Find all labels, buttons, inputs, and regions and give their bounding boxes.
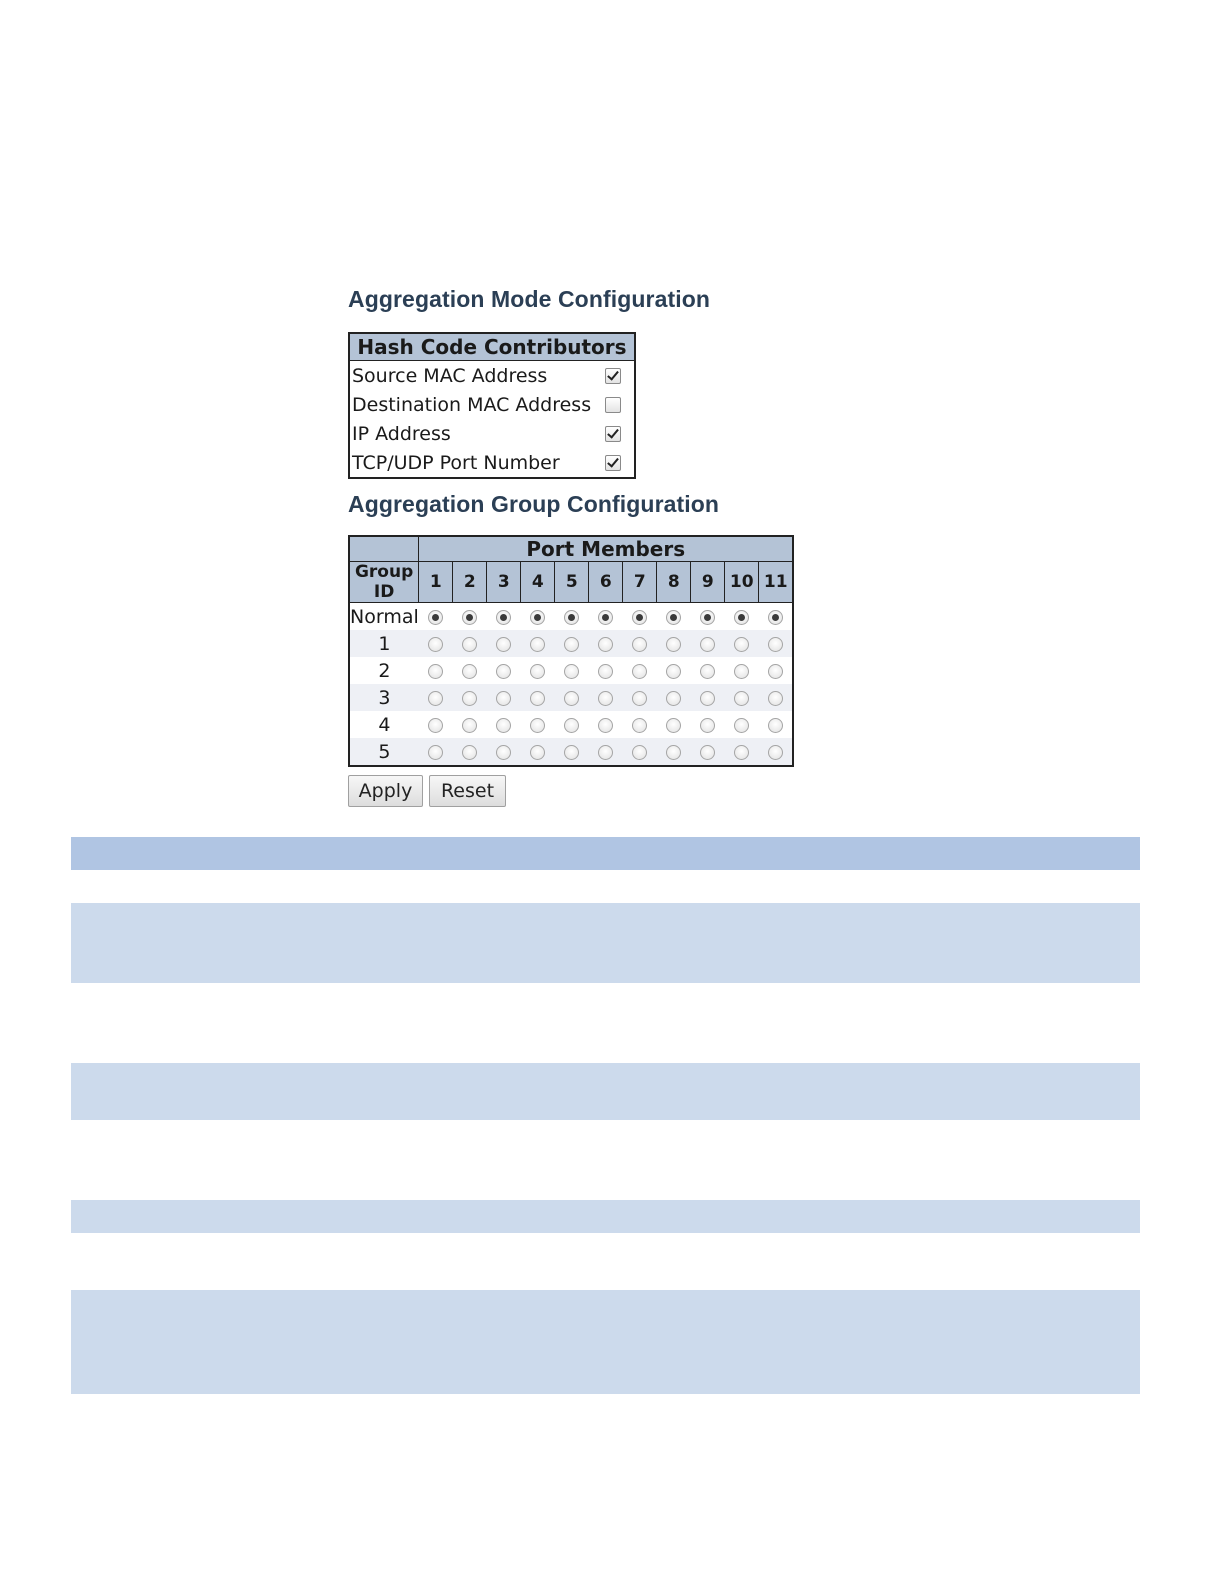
port-member-radio[interactable] xyxy=(564,664,579,679)
port-member-radio[interactable] xyxy=(496,610,511,625)
hash-row xyxy=(349,390,635,419)
port-member-cell xyxy=(521,630,555,657)
port-number-header: 6 xyxy=(589,562,623,603)
port-member-radio[interactable] xyxy=(462,745,477,760)
port-member-cell xyxy=(623,657,657,684)
group-id-header: Group ID xyxy=(349,562,419,603)
port-member-radio[interactable] xyxy=(734,664,749,679)
port-member-cell xyxy=(691,711,725,738)
port-member-radio[interactable] xyxy=(734,637,749,652)
port-member-cell xyxy=(623,603,657,631)
port-member-cell xyxy=(725,738,759,766)
port-member-cell xyxy=(521,603,555,631)
port-member-radio[interactable] xyxy=(700,637,715,652)
port-member-cell xyxy=(759,684,794,711)
mode-config-title: Aggregation Mode Configuration xyxy=(348,286,711,312)
group-id-label: 4 xyxy=(378,713,391,736)
port-member-cell xyxy=(555,630,589,657)
port-member-radio[interactable] xyxy=(768,691,783,706)
port-member-cell xyxy=(453,684,487,711)
port-member-radio[interactable] xyxy=(598,637,613,652)
port-member-cell xyxy=(487,657,521,684)
port-member-cell xyxy=(453,657,487,684)
port-members-header: Port Members xyxy=(419,536,794,562)
port-member-radio[interactable] xyxy=(598,691,613,706)
port-member-cell xyxy=(419,738,453,766)
port-member-radio[interactable] xyxy=(734,691,749,706)
port-member-cell xyxy=(589,738,623,766)
hash-row-label: Destination MAC Address xyxy=(352,393,592,416)
port-member-radio[interactable] xyxy=(598,718,613,733)
port-member-cell xyxy=(487,738,521,766)
group-id-label: 3 xyxy=(349,684,419,711)
port-member-radio[interactable] xyxy=(496,745,511,760)
hash-row-label: TCP/UDP Port Number xyxy=(352,451,560,474)
port-member-cell xyxy=(589,684,623,711)
header-spacer xyxy=(349,536,419,562)
help-row-band xyxy=(71,1290,1140,1394)
port-member-radio[interactable] xyxy=(428,691,443,706)
port-member-radio[interactable] xyxy=(496,637,511,652)
port-member-radio[interactable] xyxy=(666,664,681,679)
port-member-radio[interactable] xyxy=(734,610,749,625)
port-member-cell xyxy=(657,684,691,711)
port-member-cell xyxy=(555,738,589,766)
port-member-radio[interactable] xyxy=(428,664,443,679)
aggregation-group-table xyxy=(348,535,794,767)
port-member-radio[interactable] xyxy=(530,664,545,679)
port-number-header: 5 xyxy=(555,562,589,603)
port-member-cell xyxy=(691,630,725,657)
port-member-cell xyxy=(657,738,691,766)
port-member-radio[interactable] xyxy=(428,718,443,733)
port-member-cell xyxy=(725,711,759,738)
port-member-cell xyxy=(725,657,759,684)
hash-row xyxy=(349,448,635,478)
port-member-cell xyxy=(589,603,623,631)
port-member-cell xyxy=(453,711,487,738)
hash-contributor-checkbox[interactable] xyxy=(605,368,621,384)
port-member-cell xyxy=(453,630,487,657)
port-member-cell xyxy=(419,684,453,711)
port-member-cell xyxy=(691,684,725,711)
port-number-header: 3 xyxy=(487,562,521,603)
port-member-radio[interactable] xyxy=(700,718,715,733)
port-member-cell xyxy=(487,603,521,631)
port-member-cell xyxy=(419,711,453,738)
port-member-cell xyxy=(453,603,487,631)
port-member-radio[interactable] xyxy=(496,664,511,679)
group-row xyxy=(349,603,793,631)
port-number-header: 4 xyxy=(521,562,555,603)
port-member-cell xyxy=(555,684,589,711)
port-member-radio[interactable] xyxy=(734,745,749,760)
hash-contributor-checkbox[interactable] xyxy=(605,455,621,471)
port-number-header: 11 xyxy=(759,562,794,603)
hash-contributor-checkbox[interactable] xyxy=(605,426,621,442)
port-member-radio[interactable] xyxy=(530,637,545,652)
port-member-cell xyxy=(419,603,453,631)
port-member-radio[interactable] xyxy=(428,637,443,652)
port-member-radio[interactable] xyxy=(530,610,545,625)
port-member-cell xyxy=(725,684,759,711)
port-member-radio[interactable] xyxy=(768,718,783,733)
port-member-radio[interactable] xyxy=(768,610,783,625)
port-member-cell xyxy=(453,738,487,766)
port-member-radio[interactable] xyxy=(666,745,681,760)
port-member-radio[interactable] xyxy=(666,718,681,733)
port-member-cell xyxy=(555,657,589,684)
port-member-radio[interactable] xyxy=(632,664,647,679)
port-member-cell xyxy=(589,657,623,684)
port-member-radio[interactable] xyxy=(632,637,647,652)
port-member-radio[interactable] xyxy=(598,664,613,679)
port-member-cell xyxy=(487,684,521,711)
hash-row-label: IP Address xyxy=(352,422,451,445)
port-member-cell xyxy=(657,657,691,684)
group-id-label: 1 xyxy=(349,630,419,657)
port-member-radio[interactable] xyxy=(530,718,545,733)
port-member-cell xyxy=(419,657,453,684)
group-row xyxy=(349,630,793,657)
port-member-radio[interactable] xyxy=(462,664,477,679)
port-member-radio[interactable] xyxy=(700,664,715,679)
port-member-radio[interactable] xyxy=(768,637,783,652)
port-member-radio[interactable] xyxy=(632,610,647,625)
group-id-label: 5 xyxy=(349,738,419,766)
help-row-band xyxy=(71,1200,1140,1233)
group-row xyxy=(349,684,793,711)
hash-row-checkbox-cell xyxy=(591,448,635,478)
port-member-radio[interactable] xyxy=(666,691,681,706)
port-member-radio[interactable] xyxy=(462,610,477,625)
port-member-radio[interactable] xyxy=(530,745,545,760)
port-member-radio[interactable] xyxy=(564,745,579,760)
apply-button[interactable]: Apply xyxy=(348,775,423,807)
port-member-cell xyxy=(759,738,794,766)
port-member-radio[interactable] xyxy=(428,610,443,625)
port-number-header: 10 xyxy=(725,562,759,603)
port-member-cell xyxy=(691,657,725,684)
port-member-radio[interactable] xyxy=(462,718,477,733)
hash-row-checkbox-cell xyxy=(591,361,635,391)
port-member-radio[interactable] xyxy=(564,718,579,733)
port-number-header: 1 xyxy=(419,562,453,603)
port-member-cell xyxy=(691,738,725,766)
group-config-title: Aggregation Group Configuration xyxy=(348,491,720,517)
hash-row xyxy=(349,361,635,391)
port-member-radio[interactable] xyxy=(632,718,647,733)
port-member-cell xyxy=(419,630,453,657)
group-id-label: Normal xyxy=(350,605,419,628)
port-member-radio[interactable] xyxy=(666,610,681,625)
port-member-radio[interactable] xyxy=(496,718,511,733)
hash-contributor-checkbox[interactable] xyxy=(605,397,621,413)
port-member-cell xyxy=(521,711,555,738)
hash-row xyxy=(349,419,635,448)
port-member-cell xyxy=(521,657,555,684)
port-member-cell xyxy=(555,603,589,631)
port-member-cell xyxy=(521,738,555,766)
port-member-cell xyxy=(555,711,589,738)
port-member-radio[interactable] xyxy=(496,691,511,706)
port-member-radio[interactable] xyxy=(564,691,579,706)
port-member-cell xyxy=(759,630,794,657)
port-member-radio[interactable] xyxy=(700,691,715,706)
port-member-cell xyxy=(623,684,657,711)
port-member-radio[interactable] xyxy=(598,745,613,760)
port-member-radio[interactable] xyxy=(530,691,545,706)
hash-row-checkbox-cell xyxy=(591,419,635,448)
port-member-cell xyxy=(623,738,657,766)
hash-contributors-table xyxy=(348,332,636,479)
port-member-cell xyxy=(521,684,555,711)
port-member-radio[interactable] xyxy=(632,691,647,706)
hash-row-label: Source MAC Address xyxy=(352,364,548,387)
port-member-radio[interactable] xyxy=(564,610,579,625)
port-member-cell xyxy=(623,630,657,657)
port-member-cell xyxy=(725,603,759,631)
hash-table-header: Hash Code Contributors xyxy=(349,333,635,361)
help-table-header-band xyxy=(71,837,1140,870)
port-member-radio[interactable] xyxy=(564,637,579,652)
port-member-radio[interactable] xyxy=(666,637,681,652)
port-member-cell xyxy=(759,603,794,631)
reset-button[interactable]: Reset xyxy=(429,775,506,807)
port-member-cell xyxy=(589,711,623,738)
port-member-cell xyxy=(487,630,521,657)
port-member-cell xyxy=(759,657,794,684)
port-member-cell xyxy=(759,711,794,738)
port-member-cell xyxy=(657,711,691,738)
group-row xyxy=(349,657,793,684)
port-member-radio[interactable] xyxy=(462,691,477,706)
port-member-cell xyxy=(657,630,691,657)
port-member-radio[interactable] xyxy=(768,745,783,760)
help-row-band xyxy=(71,1063,1140,1120)
port-number-header: 9 xyxy=(691,562,725,603)
help-row-band xyxy=(71,903,1140,983)
port-member-cell xyxy=(725,630,759,657)
port-member-radio[interactable] xyxy=(700,610,715,625)
port-number-header: 7 xyxy=(623,562,657,603)
hash-row-checkbox-cell xyxy=(591,390,635,419)
group-id-label: 2 xyxy=(378,659,391,682)
port-number-header: 8 xyxy=(657,562,691,603)
port-member-cell xyxy=(623,711,657,738)
port-member-radio[interactable] xyxy=(734,718,749,733)
port-member-radio[interactable] xyxy=(768,664,783,679)
port-member-cell xyxy=(589,630,623,657)
port-number-header: 2 xyxy=(453,562,487,603)
group-row xyxy=(349,738,793,766)
port-member-radio[interactable] xyxy=(700,745,715,760)
group-row xyxy=(349,711,793,738)
port-member-radio[interactable] xyxy=(428,745,443,760)
port-member-cell xyxy=(657,603,691,631)
port-member-cell xyxy=(691,603,725,631)
port-member-radio[interactable] xyxy=(598,610,613,625)
port-member-cell xyxy=(487,711,521,738)
port-member-radio[interactable] xyxy=(632,745,647,760)
port-member-radio[interactable] xyxy=(462,637,477,652)
